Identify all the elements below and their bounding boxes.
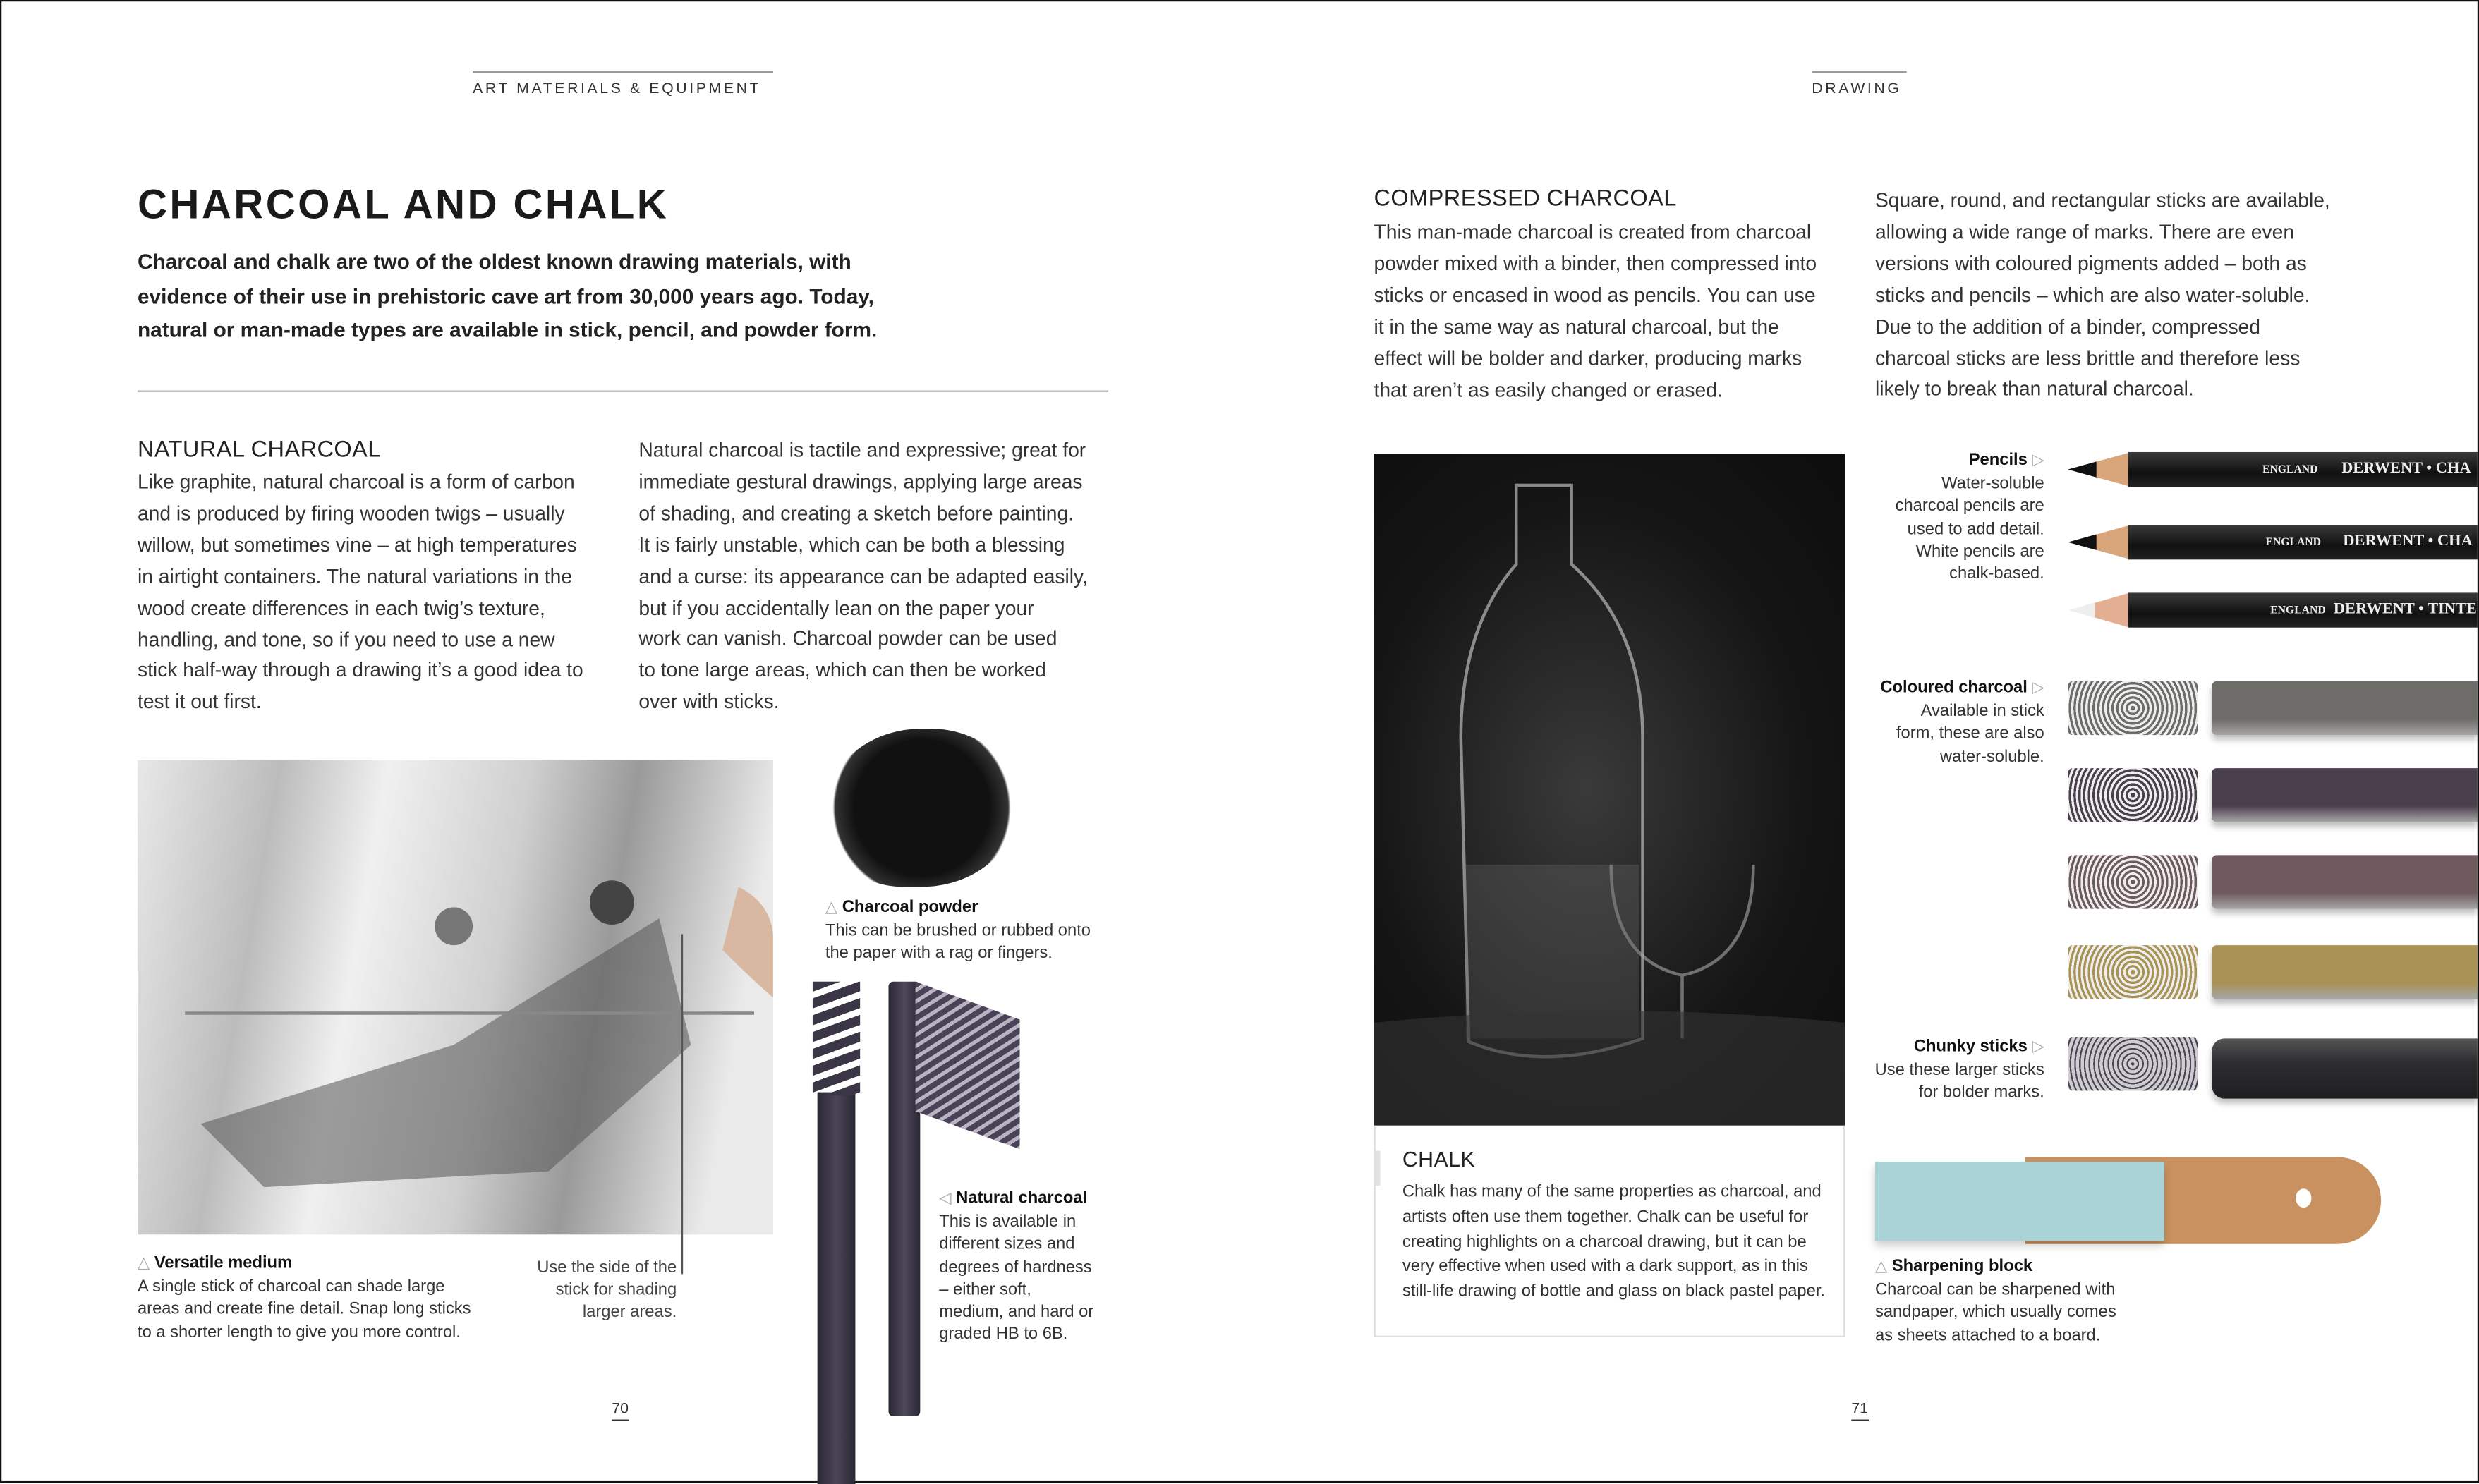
triangle-right-icon: ▷ <box>2032 1038 2044 1057</box>
text-line: in airtight containers. The natural variations in the <box>137 565 573 588</box>
colour-swatch <box>2068 768 2198 822</box>
running-head-left: ART MATERIALS & EQUIPMENT <box>473 80 762 98</box>
sandpaper-sheets <box>1875 1162 2164 1241</box>
side-note: Use the side of the stick for shading larger areas. <box>537 1258 677 1322</box>
charcoal-scribble <box>813 982 860 1095</box>
charcoal-sketch-image <box>138 760 773 1234</box>
text-line: that aren’t as easily changed or erased. <box>1374 378 1723 401</box>
triangle-up-icon: △ <box>825 899 838 917</box>
section-divider <box>138 391 1108 392</box>
caption-coloured-charcoal: Coloured charcoal ▷ Available in stick form, these are also water-soluble. <box>1880 678 2044 767</box>
chunky-swatch <box>2068 1037 2198 1090</box>
charcoal-powder-image <box>827 729 1017 887</box>
callout-line <box>681 934 683 1274</box>
text-line: sticks and pencils – which are also water-soluble. <box>1874 284 2310 307</box>
colour-stick <box>2212 768 2478 822</box>
colour-stick <box>2212 855 2478 908</box>
accent-bar <box>1376 1151 1381 1186</box>
caption-pencils: Pencils ▷ Water-soluble charcoal pencils are used to add detail. White pencils are chalk-based. <box>1895 450 2044 584</box>
text-line: This man-made charcoal is created from charcoal <box>1374 221 1812 244</box>
running-head-rule <box>473 71 773 73</box>
chalk-text: Chalk has many of the same properties as charcoal, and artists often use them together. Chalk can be useful for creating highlights on a charcoal drawing, but it can be very effective when used with a dark support, as in this still-life drawing of bottle and glass on black pastel paper. <box>1402 1182 1826 1301</box>
colour-swatch <box>2068 945 2198 999</box>
natural-charcoal-heading: NATURAL CHARCOAL <box>137 437 381 463</box>
text-line: Like graphite, natural charcoal is a form of carbon <box>137 470 575 494</box>
text-line: Square, round, and rectangular sticks are available, <box>1874 189 2330 212</box>
chunky-stick <box>2212 1038 2478 1098</box>
chalk-box <box>1374 1126 1845 1337</box>
text-line: versions with coloured pigments added – both as <box>1874 253 2307 275</box>
text-line: stick half-way through a drawing it’s a good idea to <box>137 659 583 682</box>
text-line: It is fairly unstable, which can be both a blessing <box>638 533 1065 556</box>
text-line: handling, and tone, so if you need to use a new <box>137 628 555 651</box>
caption-natural-charcoal: ◁ Natural charcoal This is available in different sizes and degrees of hardness – either soft, medium, and hard or graded HB to 6B. <box>939 1188 1094 1344</box>
compressed-charcoal-heading: COMPRESSED CHARCOAL <box>1374 186 1677 212</box>
text-line: sticks or encased in wood as pencils. You can use <box>1374 284 1816 307</box>
page-number-left: 70 <box>612 1401 629 1421</box>
caption-charcoal-powder: △ Charcoal powder This can be brushed or rubbed onto the paper with a rag or fingers. <box>825 897 1091 963</box>
triangle-left-icon: ◁ <box>939 1190 952 1208</box>
natural-charcoal-col1 <box>138 468 612 719</box>
colour-stick <box>2212 945 2478 999</box>
text-line: Due to the addition of a binder, compressed <box>1874 315 2260 338</box>
intro-line: Charcoal and chalk are two of the oldest known drawing materials, with <box>137 250 851 274</box>
text-line: Natural charcoal is tactile and expressive; great for <box>638 439 1086 462</box>
sharpening-block-image <box>1875 1157 2381 1243</box>
compressed-col1 <box>1374 218 1865 407</box>
text-line: powder mixed with a binder, then compressed into <box>1374 253 1817 275</box>
charcoal-smudge <box>916 982 1020 1150</box>
text-line: allowing a wide range of marks. There are even <box>1874 221 2295 243</box>
intro-line: evidence of their use in prehistoric cave art from 30,000 years ago. Today, <box>137 284 874 308</box>
natural-charcoal-col2 <box>638 437 1113 720</box>
text-line: of shading, and creating a sketch before painting. <box>638 502 1074 525</box>
text-line: test it out first. <box>137 691 262 714</box>
running-head-rule <box>1812 71 1906 73</box>
charcoal-stick-long <box>818 1093 856 1484</box>
text-line: work can vanish. Charcoal powder can be used <box>638 628 1057 651</box>
intro-text <box>138 245 1117 347</box>
text-line: immediate gestural drawings, applying large areas <box>638 470 1083 494</box>
running-head-right: DRAWING <box>1812 80 1902 98</box>
triangle-right-icon: ▷ <box>2032 679 2044 698</box>
caption-sharpening-block: △ Sharpening block Charcoal can be sharpened with sandpaper, which usually comes as sheets attached to a board. <box>1874 1256 2116 1345</box>
text-line: likely to break than natural charcoal. <box>1874 378 2194 401</box>
text-line: charcoal sticks are less brittle and therefore less <box>1874 346 2301 370</box>
text-line: wood create differences in each twig’s texture, <box>137 597 545 619</box>
triangle-right-icon: ▷ <box>2032 451 2044 470</box>
page-number-right: 71 <box>1851 1401 1868 1421</box>
text-line: and a curse: its appearance can be adapted easily, <box>638 565 1088 588</box>
intro-line: natural or man-made types are available in stick, pencil, and powder form. <box>137 317 878 342</box>
text-line: effect will be bolder and darker, producing marks <box>1374 347 1802 370</box>
bottle-drawing-image <box>1374 454 1845 1125</box>
caption-versatile-medium: △ Versatile medium A single stick of charcoal can shade large areas and create fine detail. Snap long sticks to a shorter length to give you more control. <box>137 1253 471 1342</box>
text-line: it in the same way as natural charcoal, but the <box>1374 315 1779 338</box>
text-line: to tone large areas, which can then be worked <box>638 659 1046 682</box>
compressed-col2 <box>1875 186 2365 406</box>
chalk-heading: CHALK <box>1402 1148 1475 1172</box>
text-line: and is produced by firing wooden twigs – usually <box>137 502 565 525</box>
bottle-and-glass <box>1374 454 1845 1125</box>
triangle-up-icon: △ <box>137 1255 150 1273</box>
text-line: but if you accidentally lean on the paper your <box>638 597 1034 619</box>
caption-chunky-sticks: Chunky sticks ▷ Use these larger sticks for bolder marks. <box>1874 1037 2044 1102</box>
page-title: CHARCOAL AND CHALK <box>137 180 669 228</box>
colour-swatch <box>2068 681 2198 735</box>
text-line: over with sticks. <box>638 691 780 714</box>
text-line: willow, but sometimes vine – at high temperatures <box>137 534 577 556</box>
hang-hole <box>2296 1188 2311 1208</box>
sketch-figures <box>138 760 773 1234</box>
colour-stick <box>2212 681 2478 735</box>
book-spread: ART MATERIALS & EQUIPMENT CHARCOAL AND CHALK Charcoal and chalk are two of the oldest known drawing materials, with evidence of their use in prehistoric cave art from 30,000 years ago. Today, natural or man-made types are available in stick, pencil, and powder form. NATURAL CHARCOAL Like graphite, natural charcoal is a form of carbon and is produced by firing wooden twigs – usually willow, but sometimes vine – at high temperatures in airtight containers. The natural variations in the wood create differences in each twig’s texture, handling, and tone, so if you need to use a new stick half-way through a drawing it’s a good idea to test it out first. Natural charcoal is tactile and expressive; great for immediate gestural drawings, applying large areas of shading, and creating a sketch before painting. It is fairly unstable, which can be both a blessing and a curse: its appearance can be adapted easily, but if you accidentally lean on the paper your work can vanish. Charcoal powder can be used to tone large areas, which can then be worked over with sticks. △ Charcoal powder This can be brushed or rubbed onto the paper with a rag or fingers. ◁ Natural charcoal This is available in different sizes and degrees of hardness – either soft, medium, and hard or graded HB to 6B. △ Versatile medium A single stick of charcoal can shade large areas and create fine detail. Snap long sticks to a shorter length to give you more control. Use the side of the stick for shading larger areas. 70 DRAWING COMPRESSED CHARCOAL This man-made charcoal is created from charcoal powder mixed with a binder, then compressed into sticks or encased in wood as pencils. You can use it in the same way as natural charcoal, but the effect will be bolder and darker, producing marks that aren’t as easily changed or erased. Square, round, and rectangular sticks are available, allowing a wide range of marks. There are even versions with coloured pigments added – both as sticks and pencils – which are also water-soluble. Due to the addition of a binder, compressed charcoal sticks are less brittle and therefore less likely to break than natural charcoal. CHALK Chalk has many of the same properties as charcoal, and artists often use them together. Chalk can be useful for creating highlights on a charcoal drawing, but it can be very effective when used with a dark support, as in this still-life drawing of bottle and glass on black pastel paper. Pencils ▷ Water-soluble charcoal pencils are used to add detail. White pencils are chalk-based. ENGLAND DERWENT • CHA ENGLAND DERWENT • CHA ENGLAND DERWENT • TINTE Coloured charcoal ▷ Available in stick form, these are also water-soluble. Chunky sticks ▷ Use these larger sticks for bolder marks. △ Sharpening block Charcoal can be sharpened with sandpaper, which usually comes as sheets attached to a board. 71 <box>0 0 2479 1483</box>
colour-swatch <box>2068 855 2198 908</box>
triangle-up-icon: △ <box>1874 1258 1888 1276</box>
